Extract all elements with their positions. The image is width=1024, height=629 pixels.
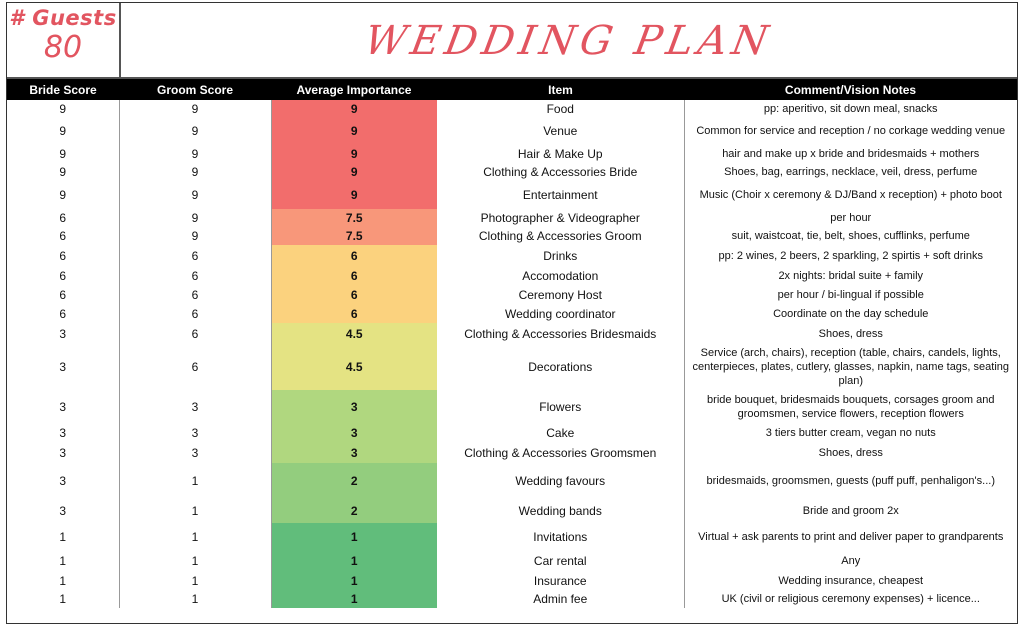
table-row bbox=[7, 145, 1017, 163]
average-importance-cell: 2 bbox=[271, 463, 437, 499]
item-cell: Invitations bbox=[437, 523, 684, 551]
average-importance-cell: 9 bbox=[271, 181, 437, 209]
groom-score-cell: 1 bbox=[119, 551, 271, 571]
bride-score-cell: 1 bbox=[7, 590, 119, 608]
table-row bbox=[7, 424, 1017, 442]
table-row bbox=[7, 181, 1017, 209]
average-importance-cell: 6 bbox=[271, 266, 437, 285]
table-row bbox=[7, 571, 1017, 590]
average-importance-cell: 1 bbox=[271, 551, 437, 571]
groom-score-cell: 3 bbox=[119, 390, 271, 424]
bride-score-cell: 3 bbox=[7, 390, 119, 424]
bride-score-cell: 3 bbox=[7, 463, 119, 499]
table-row bbox=[7, 266, 1017, 285]
table-row bbox=[7, 590, 1017, 608]
notes-cell: Music (Choir x ceremony & DJ/Band x reception) + photo boot bbox=[699, 189, 1002, 201]
groom-score-cell: 1 bbox=[119, 571, 271, 590]
bride-score-cell: 3 bbox=[7, 323, 119, 344]
groom-score-cell: 9 bbox=[119, 163, 271, 181]
guest-count-value: 80 bbox=[43, 30, 83, 65]
table-row bbox=[7, 285, 1017, 304]
item-cell: Drinks bbox=[437, 245, 684, 266]
table-row bbox=[7, 442, 1017, 463]
notes-cell: Shoes, bag, earrings, necklace, veil, dress, perfume bbox=[724, 166, 978, 178]
notes-cell: Service (arch, chairs), reception (table, chairs, candels, lights, centerpieces, plates, cutlery, glasses, napkin, name tags, seating plan) bbox=[692, 347, 1010, 387]
groom-score-cell: 6 bbox=[119, 266, 271, 285]
column-header-item: Item bbox=[437, 79, 684, 100]
groom-score-cell: 9 bbox=[119, 209, 271, 227]
table-row bbox=[7, 323, 1017, 344]
notes-cell: Bride and groom 2x bbox=[802, 505, 899, 517]
column-header-notes: Comment/Vision Notes bbox=[684, 79, 1017, 100]
bride-score-cell: 9 bbox=[7, 163, 119, 181]
notes-cell: 2x nights: bridal suite + family bbox=[778, 269, 924, 282]
bride-score-cell: 1 bbox=[7, 523, 119, 551]
notes-cell: pp: 2 wines, 2 beers, 2 sparkling, 2 spirtis + soft drinks bbox=[718, 249, 983, 262]
average-importance-cell: 1 bbox=[271, 571, 437, 590]
table-row bbox=[7, 344, 1017, 390]
item-cell: Ceremony Host bbox=[437, 285, 684, 304]
notes-cell: Wedding insurance, cheapest bbox=[778, 574, 924, 587]
item-cell: Wedding coordinator bbox=[437, 304, 684, 323]
groom-score-cell: 6 bbox=[119, 285, 271, 304]
item-cell: Photographer & Videographer bbox=[437, 209, 684, 227]
table-row bbox=[7, 499, 1017, 523]
item-cell: Entertainment bbox=[437, 181, 684, 209]
bride-score-cell: 9 bbox=[7, 117, 119, 145]
average-importance-cell: 3 bbox=[271, 442, 437, 463]
average-importance-cell: 1 bbox=[271, 523, 437, 551]
item-cell: Food bbox=[437, 100, 684, 117]
groom-score-cell: 6 bbox=[119, 245, 271, 266]
average-importance-cell: 6 bbox=[271, 245, 437, 266]
average-importance-cell: 3 bbox=[271, 390, 437, 424]
spreadsheet-frame bbox=[6, 2, 1018, 624]
table-row bbox=[7, 304, 1017, 323]
item-cell: Insurance bbox=[437, 571, 684, 590]
guest-count-box bbox=[7, 3, 121, 79]
notes-cell: per hour bbox=[830, 212, 872, 224]
bride-score-cell: 3 bbox=[7, 344, 119, 390]
notes-cell: bridesmaids, groomsmen, guests (puff puff, penhaligon's...) bbox=[706, 475, 995, 487]
item-cell: Admin fee bbox=[437, 590, 684, 608]
groom-score-cell: 9 bbox=[119, 145, 271, 163]
average-importance-cell: 2 bbox=[271, 499, 437, 523]
average-importance-cell: 9 bbox=[271, 163, 437, 181]
average-importance-cell: 6 bbox=[271, 285, 437, 304]
item-cell: Venue bbox=[437, 117, 684, 145]
notes-cell: hair and make up x bride and bridesmaids + mothers bbox=[722, 148, 980, 160]
notes-cell: Shoes, dress bbox=[818, 446, 883, 459]
item-cell: Clothing & Accessories Groom bbox=[437, 227, 684, 245]
column-header-bride-score: Bride Score bbox=[7, 79, 119, 100]
item-cell: Decorations bbox=[437, 344, 684, 390]
table-row bbox=[7, 209, 1017, 227]
groom-score-cell: 1 bbox=[119, 499, 271, 523]
table-row bbox=[7, 523, 1017, 551]
notes-cell: 3 tiers butter cream, vegan no nuts bbox=[765, 427, 936, 439]
groom-score-cell: 6 bbox=[119, 344, 271, 390]
bride-score-cell: 6 bbox=[7, 245, 119, 266]
page-title: WEDDING PLAN bbox=[361, 18, 777, 64]
item-cell: Clothing & Accessories Bride bbox=[437, 163, 684, 181]
notes-cell: UK (civil or religious ceremony expenses) + licence... bbox=[721, 593, 980, 605]
groom-score-cell: 3 bbox=[119, 442, 271, 463]
item-cell: Hair & Make Up bbox=[437, 145, 684, 163]
groom-score-cell: 6 bbox=[119, 304, 271, 323]
bride-score-cell: 6 bbox=[7, 209, 119, 227]
item-cell: Flowers bbox=[437, 390, 684, 424]
bride-score-cell: 6 bbox=[7, 304, 119, 323]
bride-score-cell: 9 bbox=[7, 145, 119, 163]
groom-score-cell: 9 bbox=[119, 227, 271, 245]
average-importance-cell: 9 bbox=[271, 117, 437, 145]
item-cell: Cake bbox=[437, 424, 684, 442]
item-cell: Car rental bbox=[437, 551, 684, 571]
bride-score-cell: 1 bbox=[7, 571, 119, 590]
bride-score-cell: 9 bbox=[7, 100, 119, 117]
average-importance-cell: 9 bbox=[271, 145, 437, 163]
average-importance-cell: 4.5 bbox=[271, 323, 437, 344]
item-cell: Clothing & Accessories Groomsmen bbox=[437, 442, 684, 463]
groom-score-cell: 1 bbox=[119, 463, 271, 499]
groom-score-cell: 9 bbox=[119, 117, 271, 145]
notes-cell: Common for service and reception / no corkage wedding venue bbox=[696, 125, 1006, 137]
notes-cell: suit, waistcoat, tie, belt, shoes, cufflinks, perfume bbox=[731, 230, 970, 242]
average-importance-cell: 7.5 bbox=[271, 227, 437, 245]
table-row bbox=[7, 117, 1017, 145]
bride-score-cell: 3 bbox=[7, 424, 119, 442]
bride-score-cell: 6 bbox=[7, 285, 119, 304]
average-importance-cell: 4.5 bbox=[271, 344, 437, 390]
average-importance-cell: 9 bbox=[271, 100, 437, 117]
bride-score-cell: 3 bbox=[7, 442, 119, 463]
item-cell: Wedding bands bbox=[437, 499, 684, 523]
table-row bbox=[7, 227, 1017, 245]
notes-cell: bride bouquet, bridesmaids bouquets, corsages groom and groomsmen, service flowers, reception flowers bbox=[707, 394, 995, 420]
groom-score-cell: 6 bbox=[119, 323, 271, 344]
notes-cell: Shoes, dress bbox=[818, 327, 883, 340]
average-importance-cell: 6 bbox=[271, 304, 437, 323]
groom-score-cell: 3 bbox=[119, 424, 271, 442]
table-row bbox=[7, 245, 1017, 266]
bride-score-cell: 3 bbox=[7, 499, 119, 523]
item-cell: Wedding favours bbox=[437, 463, 684, 499]
table-row bbox=[7, 390, 1017, 424]
table-body bbox=[7, 100, 1017, 608]
average-importance-cell: 3 bbox=[271, 424, 437, 442]
average-importance-cell: 1 bbox=[271, 590, 437, 608]
title-banner bbox=[121, 3, 1017, 79]
header-row bbox=[7, 79, 1017, 100]
item-cell: Accomodation bbox=[437, 266, 684, 285]
guest-count-label: # Guests bbox=[9, 6, 117, 30]
notes-cell: pp: aperitivo, sit down meal, snacks bbox=[763, 102, 938, 115]
groom-score-cell: 9 bbox=[119, 100, 271, 117]
table-row bbox=[7, 163, 1017, 181]
notes-cell: per hour / bi-lingual if possible bbox=[777, 288, 924, 301]
bride-score-cell: 6 bbox=[7, 227, 119, 245]
bride-score-cell: 6 bbox=[7, 266, 119, 285]
average-importance-cell: 7.5 bbox=[271, 209, 437, 227]
item-cell: Clothing & Accessories Bridesmaids bbox=[437, 323, 684, 344]
table-row bbox=[7, 100, 1017, 117]
bride-score-cell: 9 bbox=[7, 181, 119, 209]
table-row bbox=[7, 463, 1017, 499]
groom-score-cell: 1 bbox=[119, 523, 271, 551]
notes-cell: Coordinate on the day schedule bbox=[773, 307, 929, 320]
groom-score-cell: 1 bbox=[119, 590, 271, 608]
groom-score-cell: 9 bbox=[119, 181, 271, 209]
column-header-groom-score: Groom Score bbox=[119, 79, 271, 100]
column-header-average-importance: Average Importance bbox=[271, 79, 437, 100]
notes-cell: Any bbox=[841, 555, 861, 567]
table-row bbox=[7, 551, 1017, 571]
bride-score-cell: 1 bbox=[7, 551, 119, 571]
wedding-plan-table bbox=[7, 79, 1017, 608]
notes-cell: Virtual + ask parents to print and deliver paper to grandparents bbox=[698, 531, 1004, 543]
